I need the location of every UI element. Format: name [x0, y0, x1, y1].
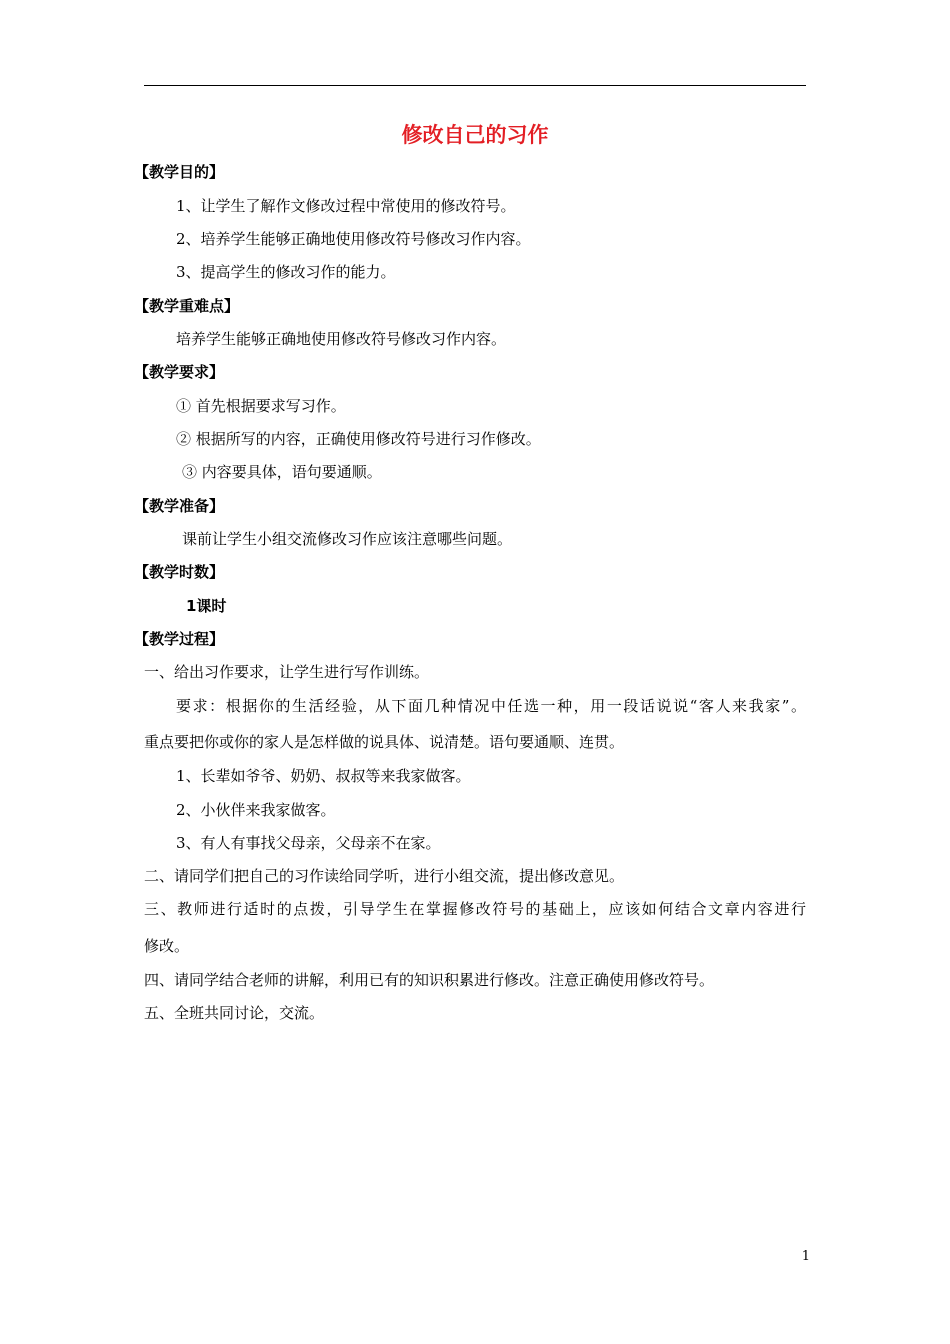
document-title: 修改自己的习作 — [401, 123, 549, 147]
process-option-3: 3、有人有事找父母亲，父母亲不在家。 — [176, 834, 441, 852]
goal-item-1: 1、让学生了解作文修改过程中常使用的修改符号。 — [176, 197, 516, 215]
requirements-heading: 【教学要求】 — [134, 363, 225, 381]
process-step-3-line-1: 三、教师进行适时的点拨，引导学生在掌握修改符号的基础上，应该如何结合文章内容进行 — [144, 900, 806, 918]
hours-text: 1课时 — [186, 597, 227, 615]
process-step-3-line-2: 修改。 — [144, 937, 190, 955]
process-requirement-line-1: 要求：根据你的生活经验，从下面几种情况中任选一种，用一段话说说“客人来我家”。 — [176, 697, 806, 715]
process-step-2: 二、请同学们把自己的习作读给同学听，进行小组交流，提出修改意见。 — [144, 867, 625, 885]
key-points-text: 培养学生能够正确地使用修改符号修改习作内容。 — [176, 330, 507, 348]
process-step-5: 五、全班共同讨论，交流。 — [144, 1004, 325, 1022]
goals-heading: 【教学目的】 — [134, 163, 225, 181]
preparation-heading: 【教学准备】 — [134, 497, 225, 515]
requirement-item-2: ② 根据所写的内容，正确使用修改符号进行习作修改。 — [176, 430, 541, 448]
key-points-heading: 【教学重难点】 — [134, 297, 240, 315]
goal-item-2: 2、培养学生能够正确地使用修改符号修改习作内容。 — [176, 230, 531, 248]
process-heading: 【教学过程】 — [134, 630, 225, 648]
requirement-item-1: ① 首先根据要求写习作。 — [176, 397, 346, 415]
process-step-1: 一、给出习作要求，让学生进行写作训练。 — [144, 663, 430, 681]
requirement-item-3: ③ 内容要具体，语句要通顺。 — [182, 463, 382, 481]
process-step-4: 四、请同学结合老师的讲解，利用已有的知识积累进行修改。注意正确使用修改符号。 — [144, 971, 715, 989]
preparation-text: 课前让学生小组交流修改习作应该注意哪些问题。 — [182, 530, 513, 548]
process-option-2: 2、小伙伴来我家做客。 — [176, 801, 336, 819]
page-number: 1 — [801, 1249, 810, 1264]
goal-item-3: 3、提高学生的修改习作的能力。 — [176, 263, 396, 281]
header-rule — [144, 85, 806, 86]
process-option-1: 1、长辈如爷爷、奶奶、叔叔等来我家做客。 — [176, 767, 471, 785]
hours-heading: 【教学时数】 — [134, 563, 225, 581]
process-requirement-line-2: 重点要把你或你的家人是怎样做的说具体、说清楚。语句要通顺、连贯。 — [144, 733, 625, 751]
